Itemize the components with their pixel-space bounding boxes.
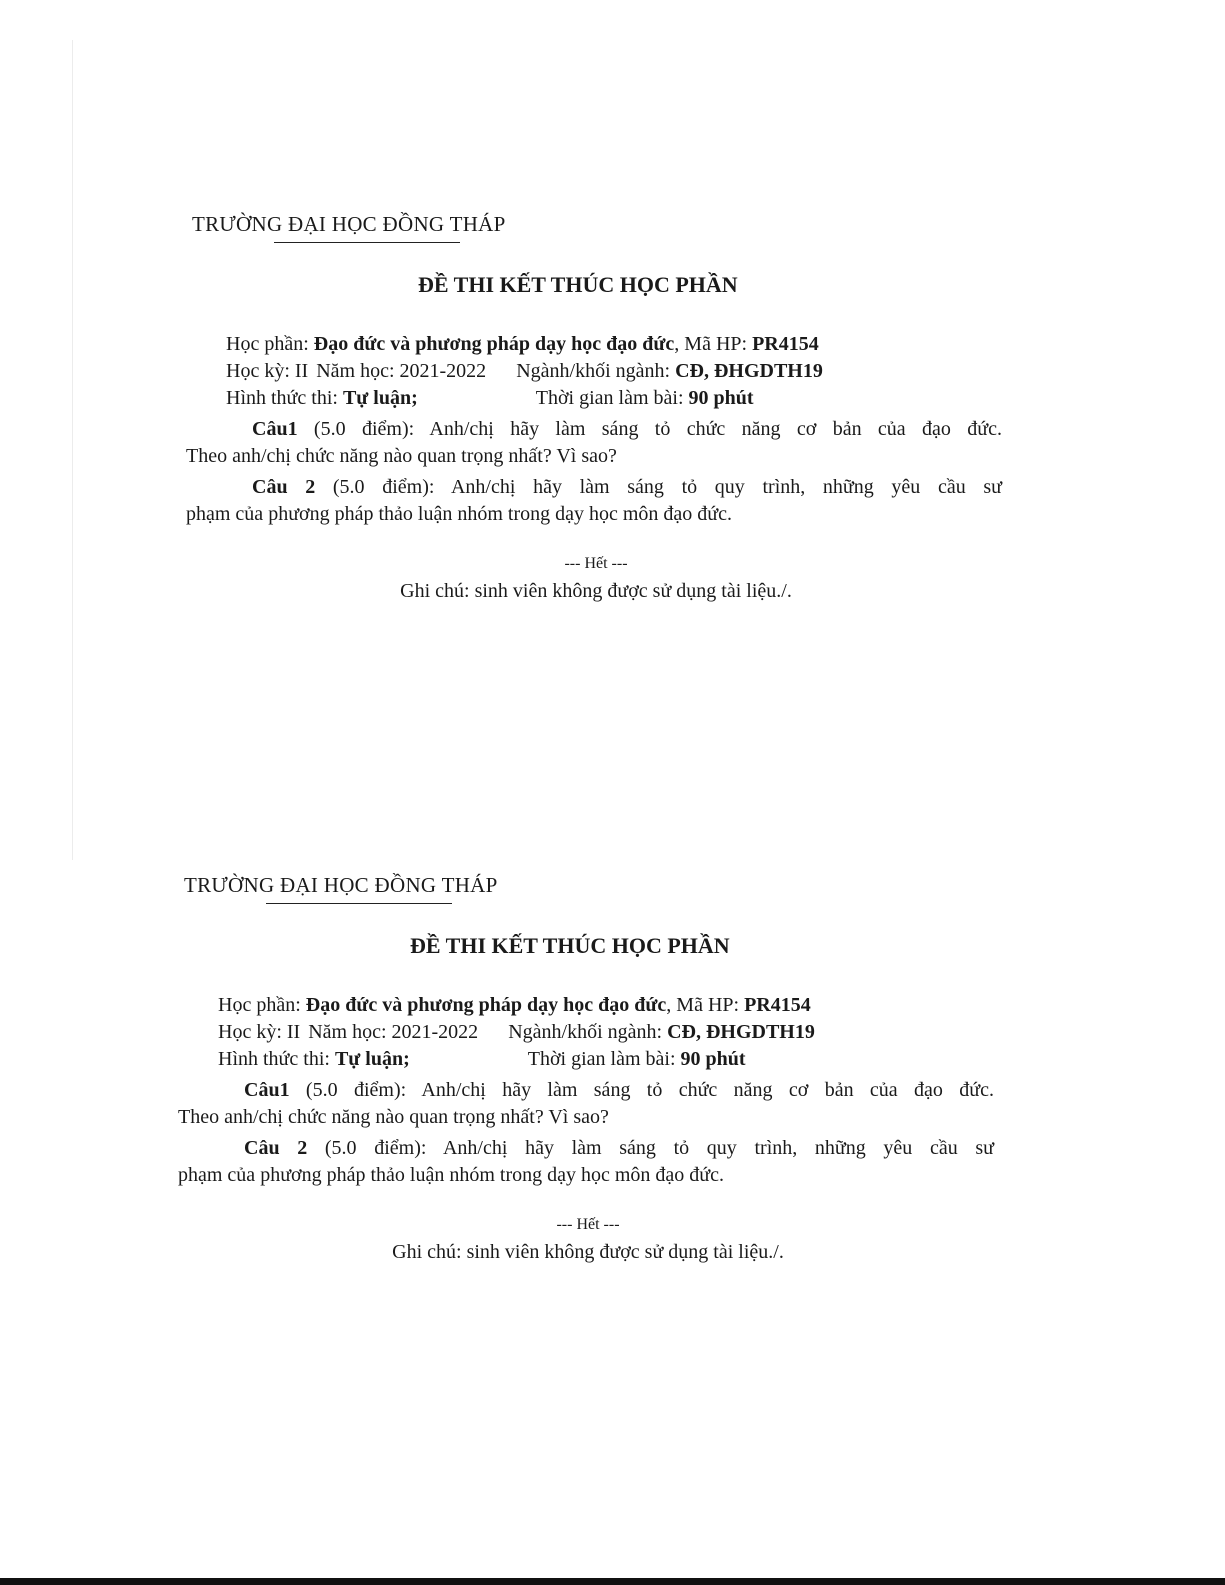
school-underline <box>274 242 460 243</box>
question-1-label: Câu1 <box>252 418 298 440</box>
course-line <box>226 330 819 358</box>
question-2-line-1 <box>252 473 1002 501</box>
question-2-label: Câu 2 <box>244 1137 308 1159</box>
course-code-label: , Mã HP: <box>666 994 745 1016</box>
course-name: Đạo đức và phương pháp dạy học đạo đức <box>305 994 667 1016</box>
time-label: Thời gian làm bài: <box>527 1048 681 1070</box>
end-marker: --- Hết --- <box>556 1216 620 1233</box>
course-line <box>218 991 811 1019</box>
question-2-line-1 <box>244 1134 994 1162</box>
form-value: Tự luận; <box>334 1048 410 1070</box>
major-value: CĐ, ĐHGDTH19 <box>675 360 823 382</box>
question-1-label: Câu1 <box>244 1079 290 1101</box>
major-label: Ngành/khối ngành: <box>516 360 676 382</box>
school-name: TRƯỜNG ĐẠI HỌC ĐỒNG THÁP <box>184 873 498 897</box>
time-value: 90 phút <box>680 1048 746 1070</box>
question-1-line-1 <box>244 1076 994 1104</box>
question-2-text-a: (5.0 điểm): Anh/chị hãy làm sáng tỏ quy trình, những yêu cầu sư <box>307 1137 994 1159</box>
question-1-line-1 <box>252 415 1002 443</box>
semester-line <box>226 357 823 385</box>
form-value: Tự luận; <box>342 387 418 409</box>
question-1-line-2: Theo anh/chị chức năng nào quan trọng nhất? Vì sao? <box>186 445 617 467</box>
question-2-line-2: phạm của phương pháp thảo luận nhóm trong dạy học môn đạo đức. <box>178 1164 725 1186</box>
form-line <box>218 1045 746 1073</box>
time-label: Thời gian làm bài: <box>535 387 689 409</box>
semester-label: Học kỳ: II <box>218 1021 301 1043</box>
course-code: PR4154 <box>752 333 819 355</box>
question-2-line-2: phạm của phương pháp thảo luận nhóm trong dạy học môn đạo đức. <box>186 503 733 525</box>
end-marker: --- Hết --- <box>564 555 628 572</box>
exam-title <box>178 933 1018 959</box>
course-label: Học phần: <box>218 994 306 1016</box>
course-code: PR4154 <box>744 994 811 1016</box>
form-line <box>226 384 754 412</box>
semester-line <box>218 1018 815 1046</box>
course-code-label: , Mã HP: <box>674 333 753 355</box>
form-label: Hình thức thi: <box>226 387 343 409</box>
school-name: TRƯỜNG ĐẠI HỌC ĐỒNG THÁP <box>192 212 506 236</box>
question-2-text-a: (5.0 điểm): Anh/chị hãy làm sáng tỏ quy trình, những yêu cầu sư <box>315 476 1002 498</box>
exam-title-text: ĐỀ THI KẾT THÚC HỌC PHẦN <box>418 272 738 297</box>
semester-label: Học kỳ: II <box>226 360 309 382</box>
note: Ghi chú: sinh viên không được sử dụng tài liệu./. <box>400 580 792 602</box>
question-1-line-2: Theo anh/chị chức năng nào quan trọng nhất? Vì sao? <box>178 1106 609 1128</box>
course-label: Học phần: <box>226 333 314 355</box>
major-label: Ngành/khối ngành: <box>508 1021 668 1043</box>
question-1-text-a: (5.0 điểm): Anh/chị hãy làm sáng tỏ chức năng cơ bản của đạo đức. <box>297 418 1002 440</box>
year-label: Năm học: 2021-2022 <box>316 360 487 382</box>
course-name: Đạo đức và phương pháp dạy học đạo đức <box>313 333 675 355</box>
school-underline <box>266 903 452 904</box>
major-value: CĐ, ĐHGDTH19 <box>667 1021 815 1043</box>
question-2-label: Câu 2 <box>252 476 316 498</box>
exam-title <box>186 272 1026 298</box>
question-1-text-a: (5.0 điểm): Anh/chị hãy làm sáng tỏ chức năng cơ bản của đạo đức. <box>289 1079 994 1101</box>
scan-edge-shadow <box>72 40 73 860</box>
time-value: 90 phút <box>688 387 754 409</box>
note: Ghi chú: sinh viên không được sử dụng tài liệu./. <box>392 1241 784 1263</box>
exam-title-text: ĐỀ THI KẾT THÚC HỌC PHẦN <box>410 933 730 958</box>
year-label: Năm học: 2021-2022 <box>308 1021 479 1043</box>
form-label: Hình thức thi: <box>218 1048 335 1070</box>
scan-bottom-edge <box>0 1578 1225 1585</box>
